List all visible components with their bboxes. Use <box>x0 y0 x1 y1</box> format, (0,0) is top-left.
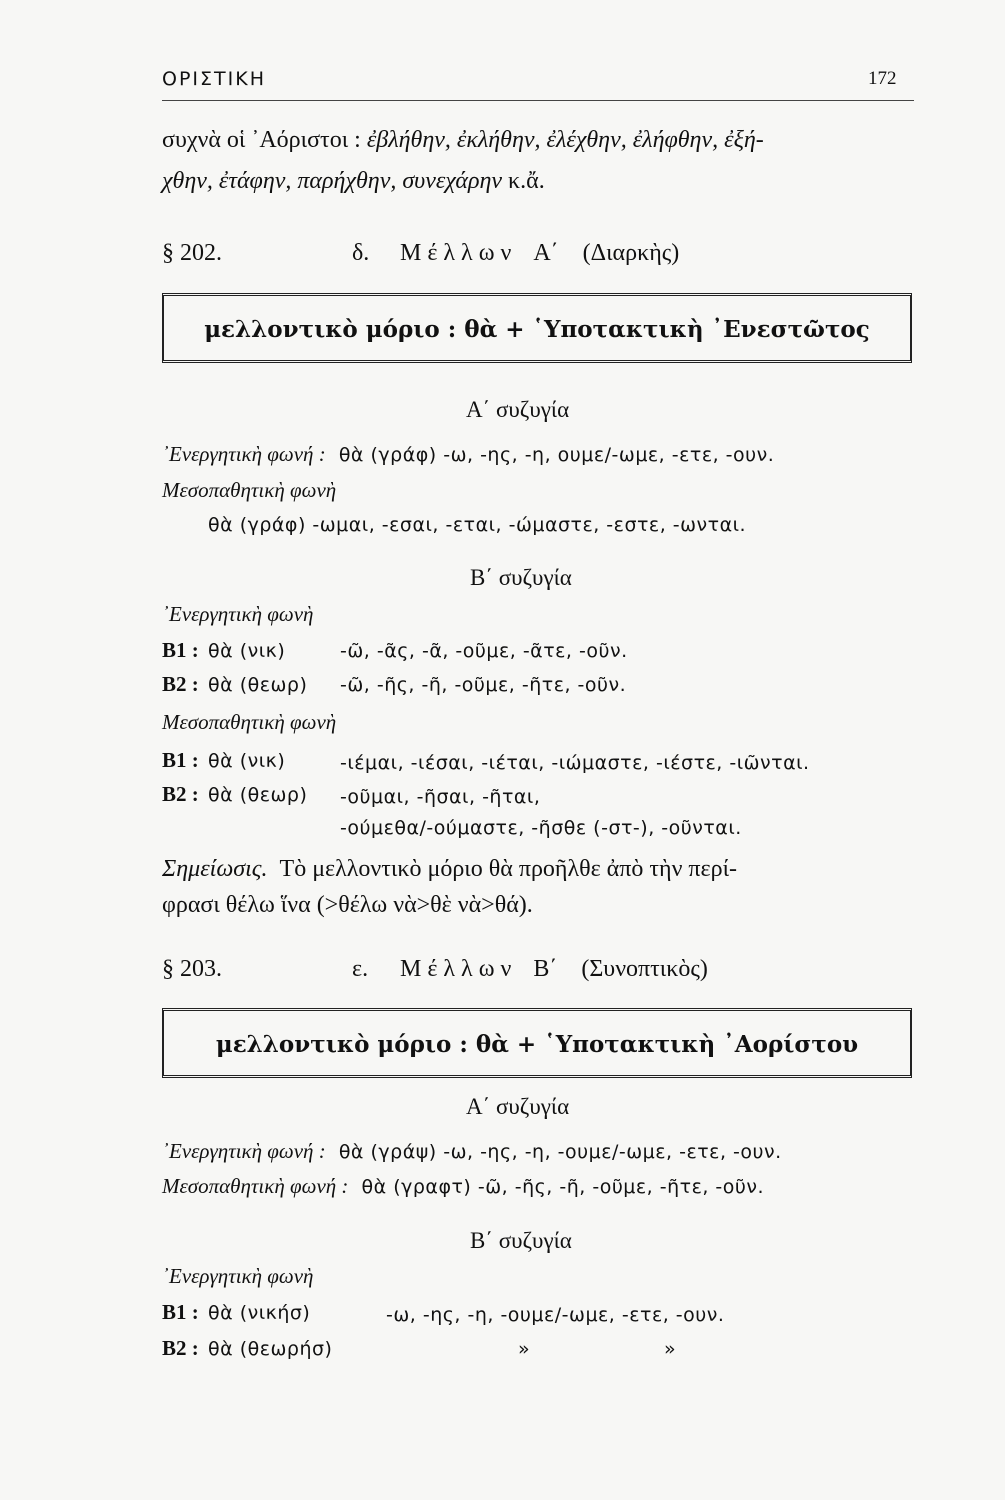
formula-box-202-text: μελλοντικὸ μόριο : θὰ + ῾Υποτακτικὴ ᾿Ενεστῶτος <box>204 316 870 343</box>
section-203-letter: ε. <box>352 956 369 982</box>
section-203-number: § 203. <box>162 956 222 982</box>
s203-b2-ditto-1: » <box>518 1338 531 1360</box>
s202-pb2-endings-1: -οῦμαι, -ῆσαι, -ῆται, <box>340 786 541 808</box>
s202-a-active-label: ᾿Ενεργητικὴ φωνή : <box>162 442 326 466</box>
s202-a-conjugation-title: Α΄ συζυγία <box>466 397 570 422</box>
section-202-ordinal: Α΄ <box>533 240 559 266</box>
section-202-heading <box>400 240 679 267</box>
note-text-2: φρασι θέλω ἵνα (>θέλω νὰ>θὲ νὰ>θά). <box>162 892 533 918</box>
section-203-heading <box>400 956 708 983</box>
s203-a-active-forms: θὰ (γράψ) -ω, -ης, -η, -ουμε/-ωμε, -ετε, -ουν. <box>338 1141 782 1163</box>
s202-pb1-endings: -ιέμαι, -ιέσαι, -ιέται, -ιώμαστε, -ιέστε, -ιῶνται. <box>340 752 810 774</box>
note-text-1: Τὸ μελλοντικὸ μόριο θὰ προῆλθε ἀπὸ τὴν περί- <box>279 856 738 882</box>
formula-box-202 <box>162 293 912 363</box>
s202-b1-label: Β1 : <box>162 638 199 662</box>
s203-b2-ditto-2: » <box>664 1338 677 1360</box>
s202-pb2-label: Β2 : <box>162 782 199 806</box>
s203-b1-stem: θὰ (νικήσ) <box>208 1302 311 1324</box>
intro-line-1-forms: ἐβλήθην, ἐκλήθην, ἐλέχθην, ἐλήφθην, ἐξή- <box>366 127 764 153</box>
s203-a-active-row <box>162 1139 782 1164</box>
running-head-title: ΟΡΙΣΤΙΚΗ <box>162 68 266 90</box>
section-203-subtitle: (Συνοπτικὸς) <box>581 956 708 982</box>
s203-a-conjugation-title: Α΄ συζυγία <box>466 1094 570 1119</box>
formula-box-203 <box>162 1008 912 1078</box>
section-202-letter: δ. <box>352 240 370 266</box>
s203-a-active-label: ᾿Ενεργητικὴ φωνή : <box>162 1139 326 1163</box>
s203-b-active-label: ᾿Ενεργητικὴ φωνὴ <box>162 1264 314 1288</box>
s203-a-passive-row <box>162 1174 764 1199</box>
formula-box-203-text: μελλοντικὸ μόριο : θὰ + ῾Υποτακτικὴ ᾿Αορίστου <box>215 1031 859 1058</box>
s203-b2-label: Β2 : <box>162 1336 199 1360</box>
s202-b1-endings: -ῶ, -ᾶς, -ᾶ, -οῦμε, -ᾶτε, -οῦν. <box>340 640 628 662</box>
intro-line-2-suffix: κ.ἄ. <box>502 168 545 194</box>
s203-b-conjugation-title: Β΄ συζυγία <box>470 1228 572 1253</box>
intro-line-1 <box>162 127 764 154</box>
section-203-ordinal: Β΄ <box>533 956 558 982</box>
s202-b-passive-label: Μεσοπαθητικὴ φωνὴ <box>162 710 337 734</box>
intro-line-1-text: συχνὰ οἱ ᾿Αόριστοι : <box>162 127 367 153</box>
section-203-word: Μέλλων <box>400 956 518 982</box>
s202-pb1-stem: θὰ (νικ) <box>208 750 286 772</box>
note-label: Σημείωσις. <box>162 856 268 882</box>
s202-b1-stem: θὰ (νικ) <box>208 640 286 662</box>
section-202-number: § 202. <box>162 240 222 266</box>
header-rule <box>162 100 914 101</box>
s202-b-conjugation-title: Β΄ συζυγία <box>470 565 572 590</box>
s202-a-passive-label: Μεσοπαθητικὴ φωνὴ <box>162 478 337 502</box>
s203-b1-endings: -ω, -ης, -η, -ουμε/-ωμε, -ετε, -ουν. <box>386 1304 725 1326</box>
s202-pb2-endings-2: -ούμεθα/-ούμαστε, -ῆσθε (-στ-), -οῦνται. <box>340 817 742 839</box>
s202-a-active-row <box>162 442 774 467</box>
s203-a-passive-label: Μεσοπαθητικὴ φωνή : <box>162 1174 349 1198</box>
section-202-subtitle: (Διαρκὴς) <box>582 240 680 266</box>
s203-a-passive-forms: θὰ (γραφτ) -ῶ, -ῆς, -ῆ, -οῦμε, -ῆτε, -οῦν. <box>361 1176 765 1198</box>
note-line-1 <box>162 856 737 883</box>
s202-pb2-stem: θὰ (θεωρ) <box>208 784 308 806</box>
s202-a-active-forms: θὰ (γράφ) -ω, -ης, -η, ουμε/-ωμε, -ετε, -ουν. <box>338 444 775 466</box>
s203-b1-label: Β1 : <box>162 1300 199 1324</box>
s202-b2-label: Β2 : <box>162 672 199 696</box>
s202-pb1-label: Β1 : <box>162 748 199 772</box>
s203-b2-stem: θὰ (θεωρήσ) <box>208 1338 333 1360</box>
s202-b-active-label: ᾿Ενεργητικὴ φωνὴ <box>162 602 314 626</box>
s202-a-passive-forms: θὰ (γράφ) -ωμαι, -εσαι, -εται, -ώμαστε, -εστε, -ωνται. <box>208 514 747 536</box>
intro-line-2-forms: χθην, ἐτάφην, παρήχθην, συνεχάρην <box>162 168 503 194</box>
section-202-word: Μέλλων <box>400 240 518 266</box>
intro-line-2 <box>162 168 545 195</box>
s202-b2-endings: -ῶ, -ῆς, -ῆ, -οῦμε, -ῆτε, -οῦν. <box>340 674 627 696</box>
s202-b2-stem: θὰ (θεωρ) <box>208 674 308 696</box>
page-number: 172 <box>868 68 897 89</box>
